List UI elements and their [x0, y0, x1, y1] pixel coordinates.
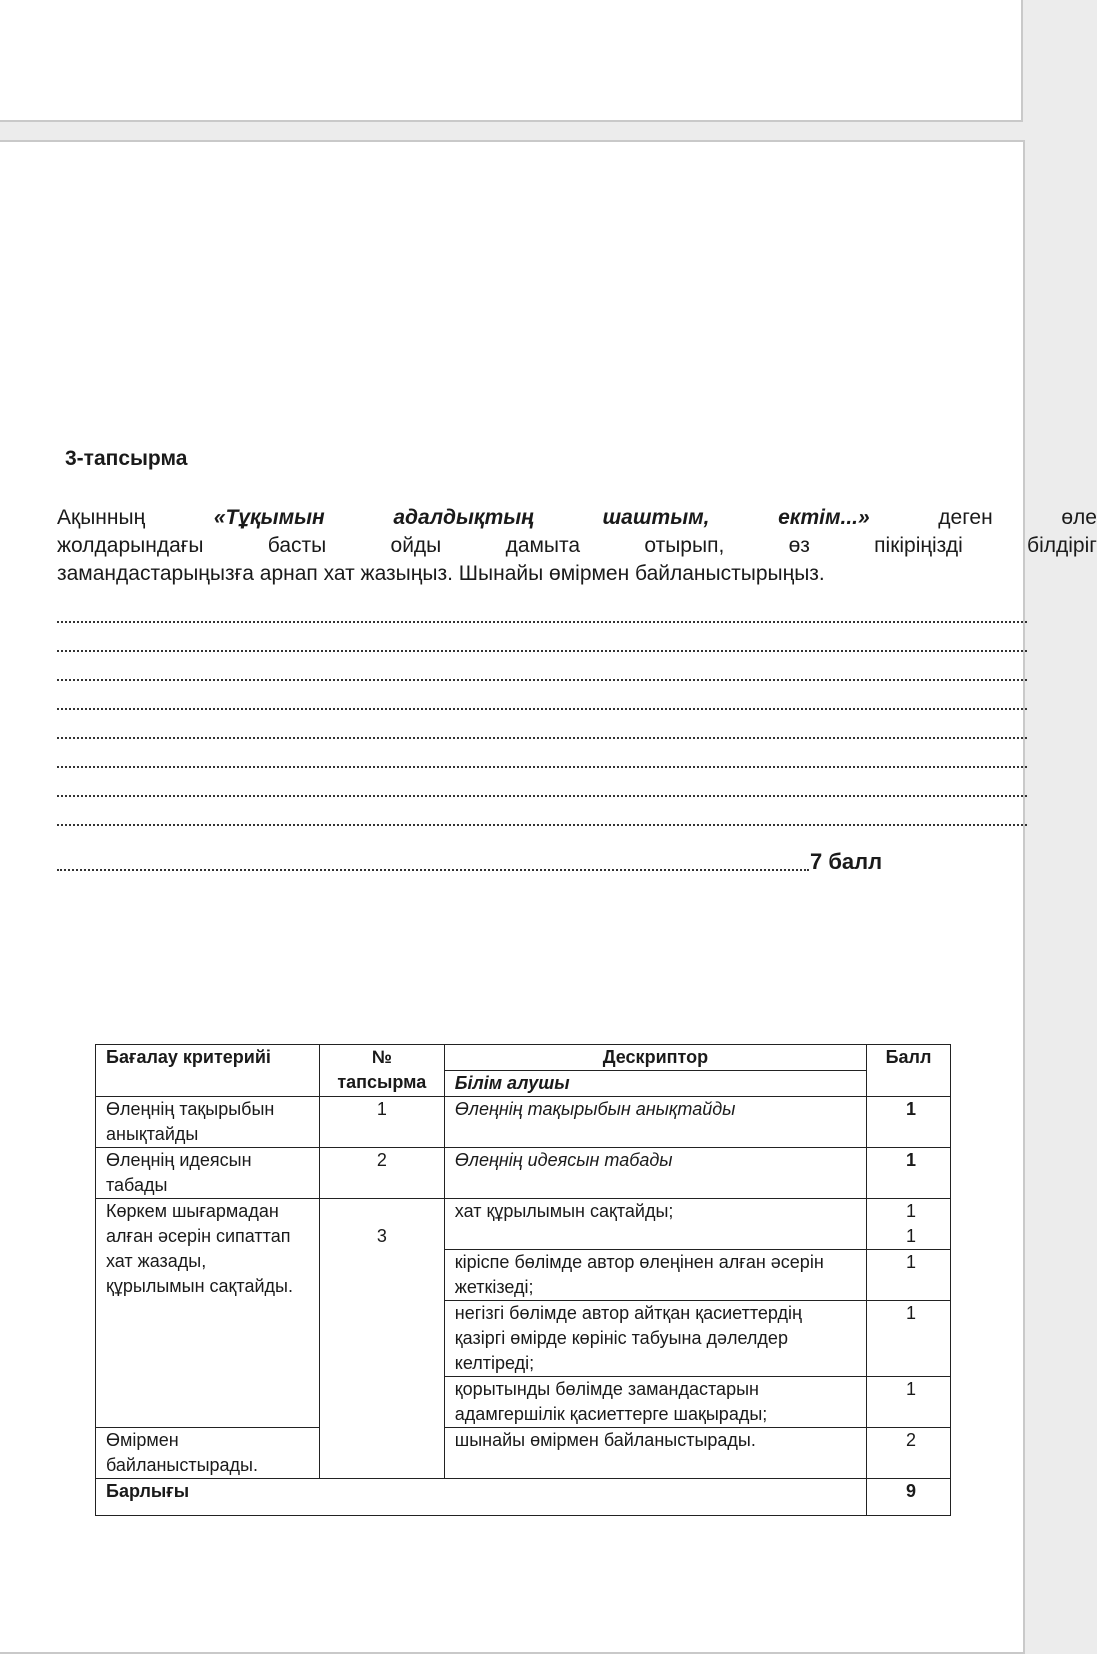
header-task-number: [319, 1045, 444, 1097]
task-prompt: [57, 504, 1097, 588]
descriptor-cell: кіріспе бөлімде автор өлеңінен алған әсерін жеткізеді;: [444, 1250, 866, 1301]
task-number-cell: 3: [319, 1199, 444, 1479]
header-descriptor-title: Дескриптор: [445, 1045, 866, 1071]
header-points: Балл: [867, 1045, 951, 1097]
descriptor-cell: қорытынды бөлімде замандастарын адамгершілік қасиеттерге шақырады;: [444, 1377, 866, 1428]
points-value: 1: [905, 1201, 916, 1221]
answer-lines: [57, 594, 1027, 826]
poem-quote-word: адалдықтың: [393, 506, 534, 529]
points-cell: 1: [867, 1148, 951, 1199]
task-title: 3-тапсырма: [65, 447, 188, 470]
prompt-word: жолдарындағы: [57, 534, 204, 557]
prompt-line-3: замандастарыңызға арнап хат жазыңыз. Шынайы өмірмен байланыстырыңыз.: [57, 562, 825, 585]
descriptor-cell: негізгі бөлімде автор айтқан қасиеттердің қазіргі өмірде көрініс табуына дәлелдер келтіреді;: [444, 1301, 866, 1377]
prompt-word: пікіріңізді: [874, 534, 963, 557]
answer-line[interactable]: [57, 623, 1027, 652]
header-criteria: Бағалау критерийі: [96, 1045, 320, 1097]
table-row: [96, 1148, 951, 1199]
descriptor-cell: шынайы өмірмен байланыстырады.: [444, 1428, 866, 1479]
poem-quote-word: шаштым,: [602, 506, 710, 529]
prompt-word: Ақынның: [57, 506, 146, 529]
rubric-header-row: [96, 1045, 951, 1097]
total-label: Барлығы: [96, 1479, 867, 1516]
prompt-word: деген: [938, 506, 993, 529]
answer-line[interactable]: [57, 652, 1027, 681]
header-task-number-line2: тапсырма: [337, 1072, 427, 1092]
poem-quote-word: «Тұқымын: [213, 506, 325, 529]
answer-line[interactable]: [57, 739, 1027, 768]
criteria-cell: Көркем шығармадан алған әсерін сипаттап хат жазады, құрылымын сақтайды.: [96, 1199, 320, 1428]
table-row: [96, 1199, 951, 1250]
criteria-cell: Өмірмен байланыстырады.: [96, 1428, 320, 1479]
answer-line[interactable]: [57, 797, 1027, 826]
rubric-table: [95, 1044, 951, 1516]
poem-quote-word: ектім...»: [778, 506, 870, 529]
points-cell: 1: [867, 1377, 951, 1428]
descriptor-cell: хат құрылымын сақтайды;: [444, 1199, 866, 1250]
prompt-word: басты: [267, 534, 327, 557]
prompt-word: ойды: [390, 534, 442, 557]
points-cell: 1: [867, 1097, 951, 1148]
prompt-line-1: [57, 504, 1097, 532]
table-row: [96, 1097, 951, 1148]
points-value: 1: [905, 1226, 916, 1246]
previous-page-fragment: [0, 0, 1023, 122]
points-cell: 2: [867, 1428, 951, 1479]
prompt-word: өз: [788, 534, 810, 557]
prompt-word: дамыта: [505, 534, 581, 557]
points-cell: [867, 1199, 951, 1250]
answer-line[interactable]: [57, 710, 1027, 739]
total-row: [96, 1479, 951, 1516]
task-number-cell: 1: [319, 1097, 444, 1148]
header-descriptor: [444, 1045, 866, 1097]
prompt-word: отырып,: [644, 534, 725, 557]
task-number-cell: 2: [319, 1148, 444, 1199]
prompt-line-2: [57, 532, 1097, 560]
header-task-number-line1: №: [371, 1047, 392, 1067]
criteria-cell: Өлеңнің идеясын табады: [96, 1148, 320, 1199]
header-descriptor-sub: Білім алушы: [454, 1073, 570, 1093]
answer-line[interactable]: [57, 681, 1027, 710]
points-cell: 1: [867, 1301, 951, 1377]
criteria-cell: Өлеңнің тақырыбын анықтайды: [96, 1097, 320, 1148]
answer-line-last[interactable]: [57, 843, 809, 871]
document-page: [0, 140, 1097, 1654]
points-cell: 1: [867, 1250, 951, 1301]
answer-line[interactable]: [57, 594, 1027, 623]
answer-line[interactable]: [57, 768, 1027, 797]
descriptor-cell: Өлеңнің идеясын табады: [444, 1148, 866, 1199]
task-score: 7 балл: [810, 849, 883, 874]
total-points: 9: [867, 1479, 951, 1516]
prompt-word: білдіріг: [1027, 534, 1097, 557]
table-row: [96, 1428, 951, 1479]
descriptor-cell: Өлеңнің тақырыбын анықтайды: [444, 1097, 866, 1148]
prompt-word: өле: [1061, 506, 1097, 529]
